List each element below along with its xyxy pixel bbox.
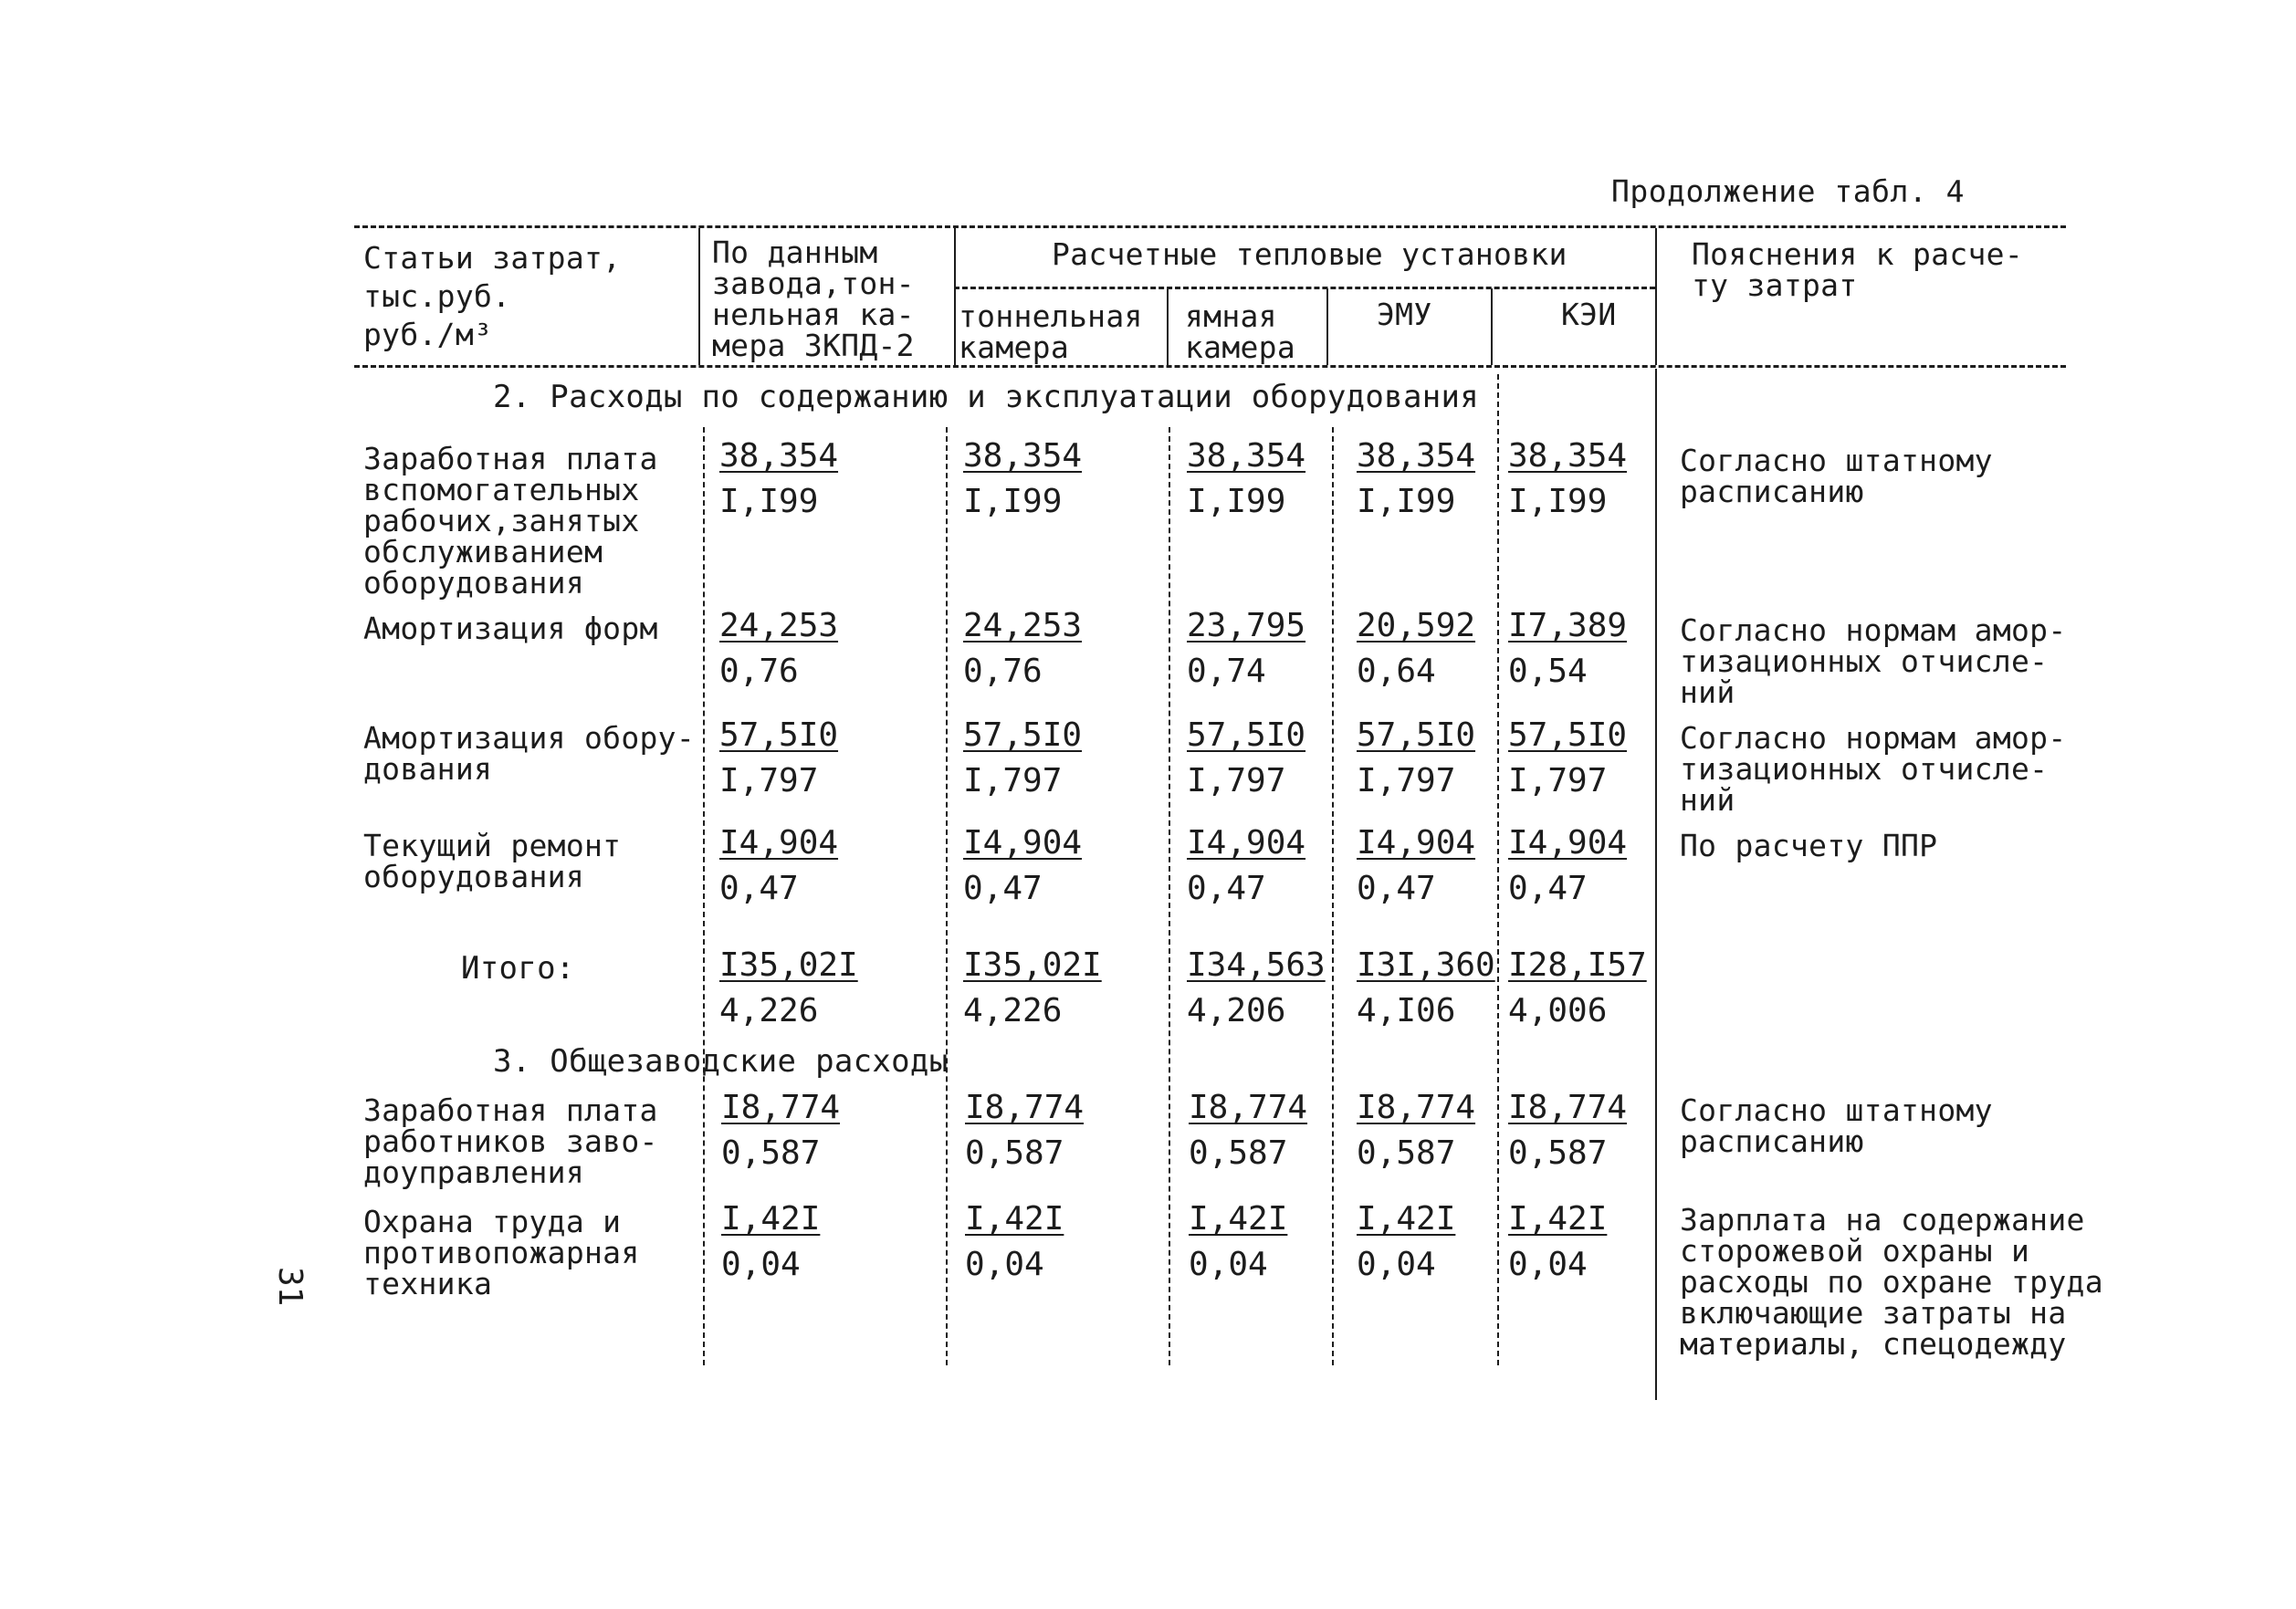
total-label: Итого: — [461, 950, 575, 987]
row-label: Текущий ремонт оборудования — [363, 828, 622, 894]
row-label: Амортизация обору- дования — [363, 720, 696, 787]
table-caption: Продолжение табл. 4 — [1611, 173, 1965, 209]
table-cell: I,42I 0,04 — [1189, 1200, 1288, 1283]
table-cell: I,42I 0,04 — [965, 1200, 1064, 1283]
header-bottom-rule — [354, 365, 2066, 368]
table-cell: 57,5I0 I,797 — [963, 716, 1083, 799]
table-cell: I4,904 0,47 — [1508, 824, 1628, 907]
section-title: 2. Расходы по содержанию и эксплуатации оборудования — [493, 379, 1480, 415]
group-header-rule — [954, 287, 1655, 289]
table-cell: I34,563 4,206 — [1187, 946, 1326, 1029]
table-cell: 23,795 0,74 — [1187, 607, 1306, 690]
table-cell: I3I,360 4,I06 — [1357, 946, 1495, 1029]
header-plant-data: По данным завода,тон- нельная ка- мера ЗКПД-2 — [712, 235, 915, 363]
table-cell: 38,354 I,I99 — [1187, 437, 1306, 520]
table-cell: I7,389 0,54 — [1508, 607, 1628, 690]
table-cell: 24,253 0,76 — [719, 607, 839, 690]
header-emu: ЭМУ — [1377, 297, 1432, 332]
table-cell: 24,253 0,76 — [963, 607, 1083, 690]
table-cell: I4,904 0,47 — [719, 824, 839, 907]
table-cell: I,42I 0,04 — [1508, 1200, 1608, 1283]
table-cell: 57,5I0 I,797 — [1357, 716, 1476, 799]
table-cell: I4,904 0,47 — [963, 824, 1083, 907]
table-cell: I35,02I 4,226 — [719, 946, 858, 1029]
header-sep-3 — [1167, 288, 1169, 365]
table-cell: I8,774 0,587 — [965, 1089, 1085, 1172]
table-cell: 57,5I0 I,797 — [1508, 716, 1628, 799]
row-note: Согласно нормам амор- тизационных отчисле- ний — [1680, 720, 2067, 818]
table-cell: I4,904 0,47 — [1357, 824, 1476, 907]
body-sep-3 — [1169, 427, 1170, 1365]
table-cell: 38,354 I,I99 — [1357, 437, 1476, 520]
header-group-title: Расчетные тепловые установки — [1052, 236, 1567, 272]
table-cell: I8,774 0,587 — [721, 1089, 841, 1172]
table-cell: I35,02I 4,226 — [963, 946, 1102, 1029]
header-kei: КЭИ — [1561, 297, 1617, 332]
row-note: Зарплата на содержание сторожевой охраны и расходы по охране труда включающие затраты на материалы, спецодежду — [1680, 1202, 2103, 1362]
body-sep-6 — [1655, 369, 1657, 1400]
table-cell: I,42I 0,04 — [1357, 1200, 1456, 1283]
header-tunnel-chamber: тоннельная камера — [959, 298, 1143, 365]
table-cell: I4,904 0,47 — [1187, 824, 1306, 907]
row-label: Амортизация форм — [363, 611, 658, 646]
header-pit-chamber: ямная камера — [1185, 298, 1296, 365]
row-note: По расчету ППР — [1680, 828, 1938, 863]
table-cell: 38,354 I,I99 — [719, 437, 839, 520]
section-title: 3. Общезаводские расходы — [493, 1043, 949, 1080]
header-sep-5 — [1491, 288, 1493, 365]
table-cell: 20,592 0,64 — [1357, 607, 1476, 690]
row-note: Согласно нормам амор- тизационных отчисле- ний — [1680, 612, 2067, 710]
row-note: Согласно штатному расписанию — [1680, 443, 1993, 509]
table-cell: 38,354 I,I99 — [1508, 437, 1628, 520]
body-sep-5 — [1497, 374, 1499, 1365]
row-label: Охрана труда и противопожарная техника — [363, 1204, 640, 1301]
table-cell: I8,774 0,587 — [1189, 1089, 1308, 1172]
row-label: Заработная плата вспомогательных рабочих,занятых обслуживанием оборудования — [363, 441, 658, 601]
header-sep-6 — [1655, 228, 1657, 365]
header-notes: Пояснения к расче- ту затрат — [1692, 236, 2024, 303]
header-sep-4 — [1326, 288, 1328, 365]
header-items: Статьи затрат, тыс.руб. руб./м³ — [363, 240, 622, 352]
body-sep-4 — [1332, 427, 1334, 1365]
body-sep-2 — [946, 427, 948, 1365]
page-number: 31 — [271, 1267, 309, 1307]
table-top-rule — [354, 225, 2066, 228]
table-cell: I8,774 0,587 — [1357, 1089, 1476, 1172]
table-cell: 57,5I0 I,797 — [719, 716, 839, 799]
table-cell: I,42I 0,04 — [721, 1200, 821, 1283]
table-cell: I8,774 0,587 — [1508, 1089, 1628, 1172]
table-cell: 57,5I0 I,797 — [1187, 716, 1306, 799]
table-cell: I28,I57 4,006 — [1508, 946, 1647, 1029]
table-cell: 38,354 I,I99 — [963, 437, 1083, 520]
header-sep-1 — [698, 228, 700, 365]
header-sep-2 — [954, 228, 956, 365]
row-note: Согласно штатному расписанию — [1680, 1092, 1993, 1159]
row-label: Заработная плата работников заво- доуправления — [363, 1092, 658, 1190]
body-sep-1 — [703, 427, 705, 1365]
